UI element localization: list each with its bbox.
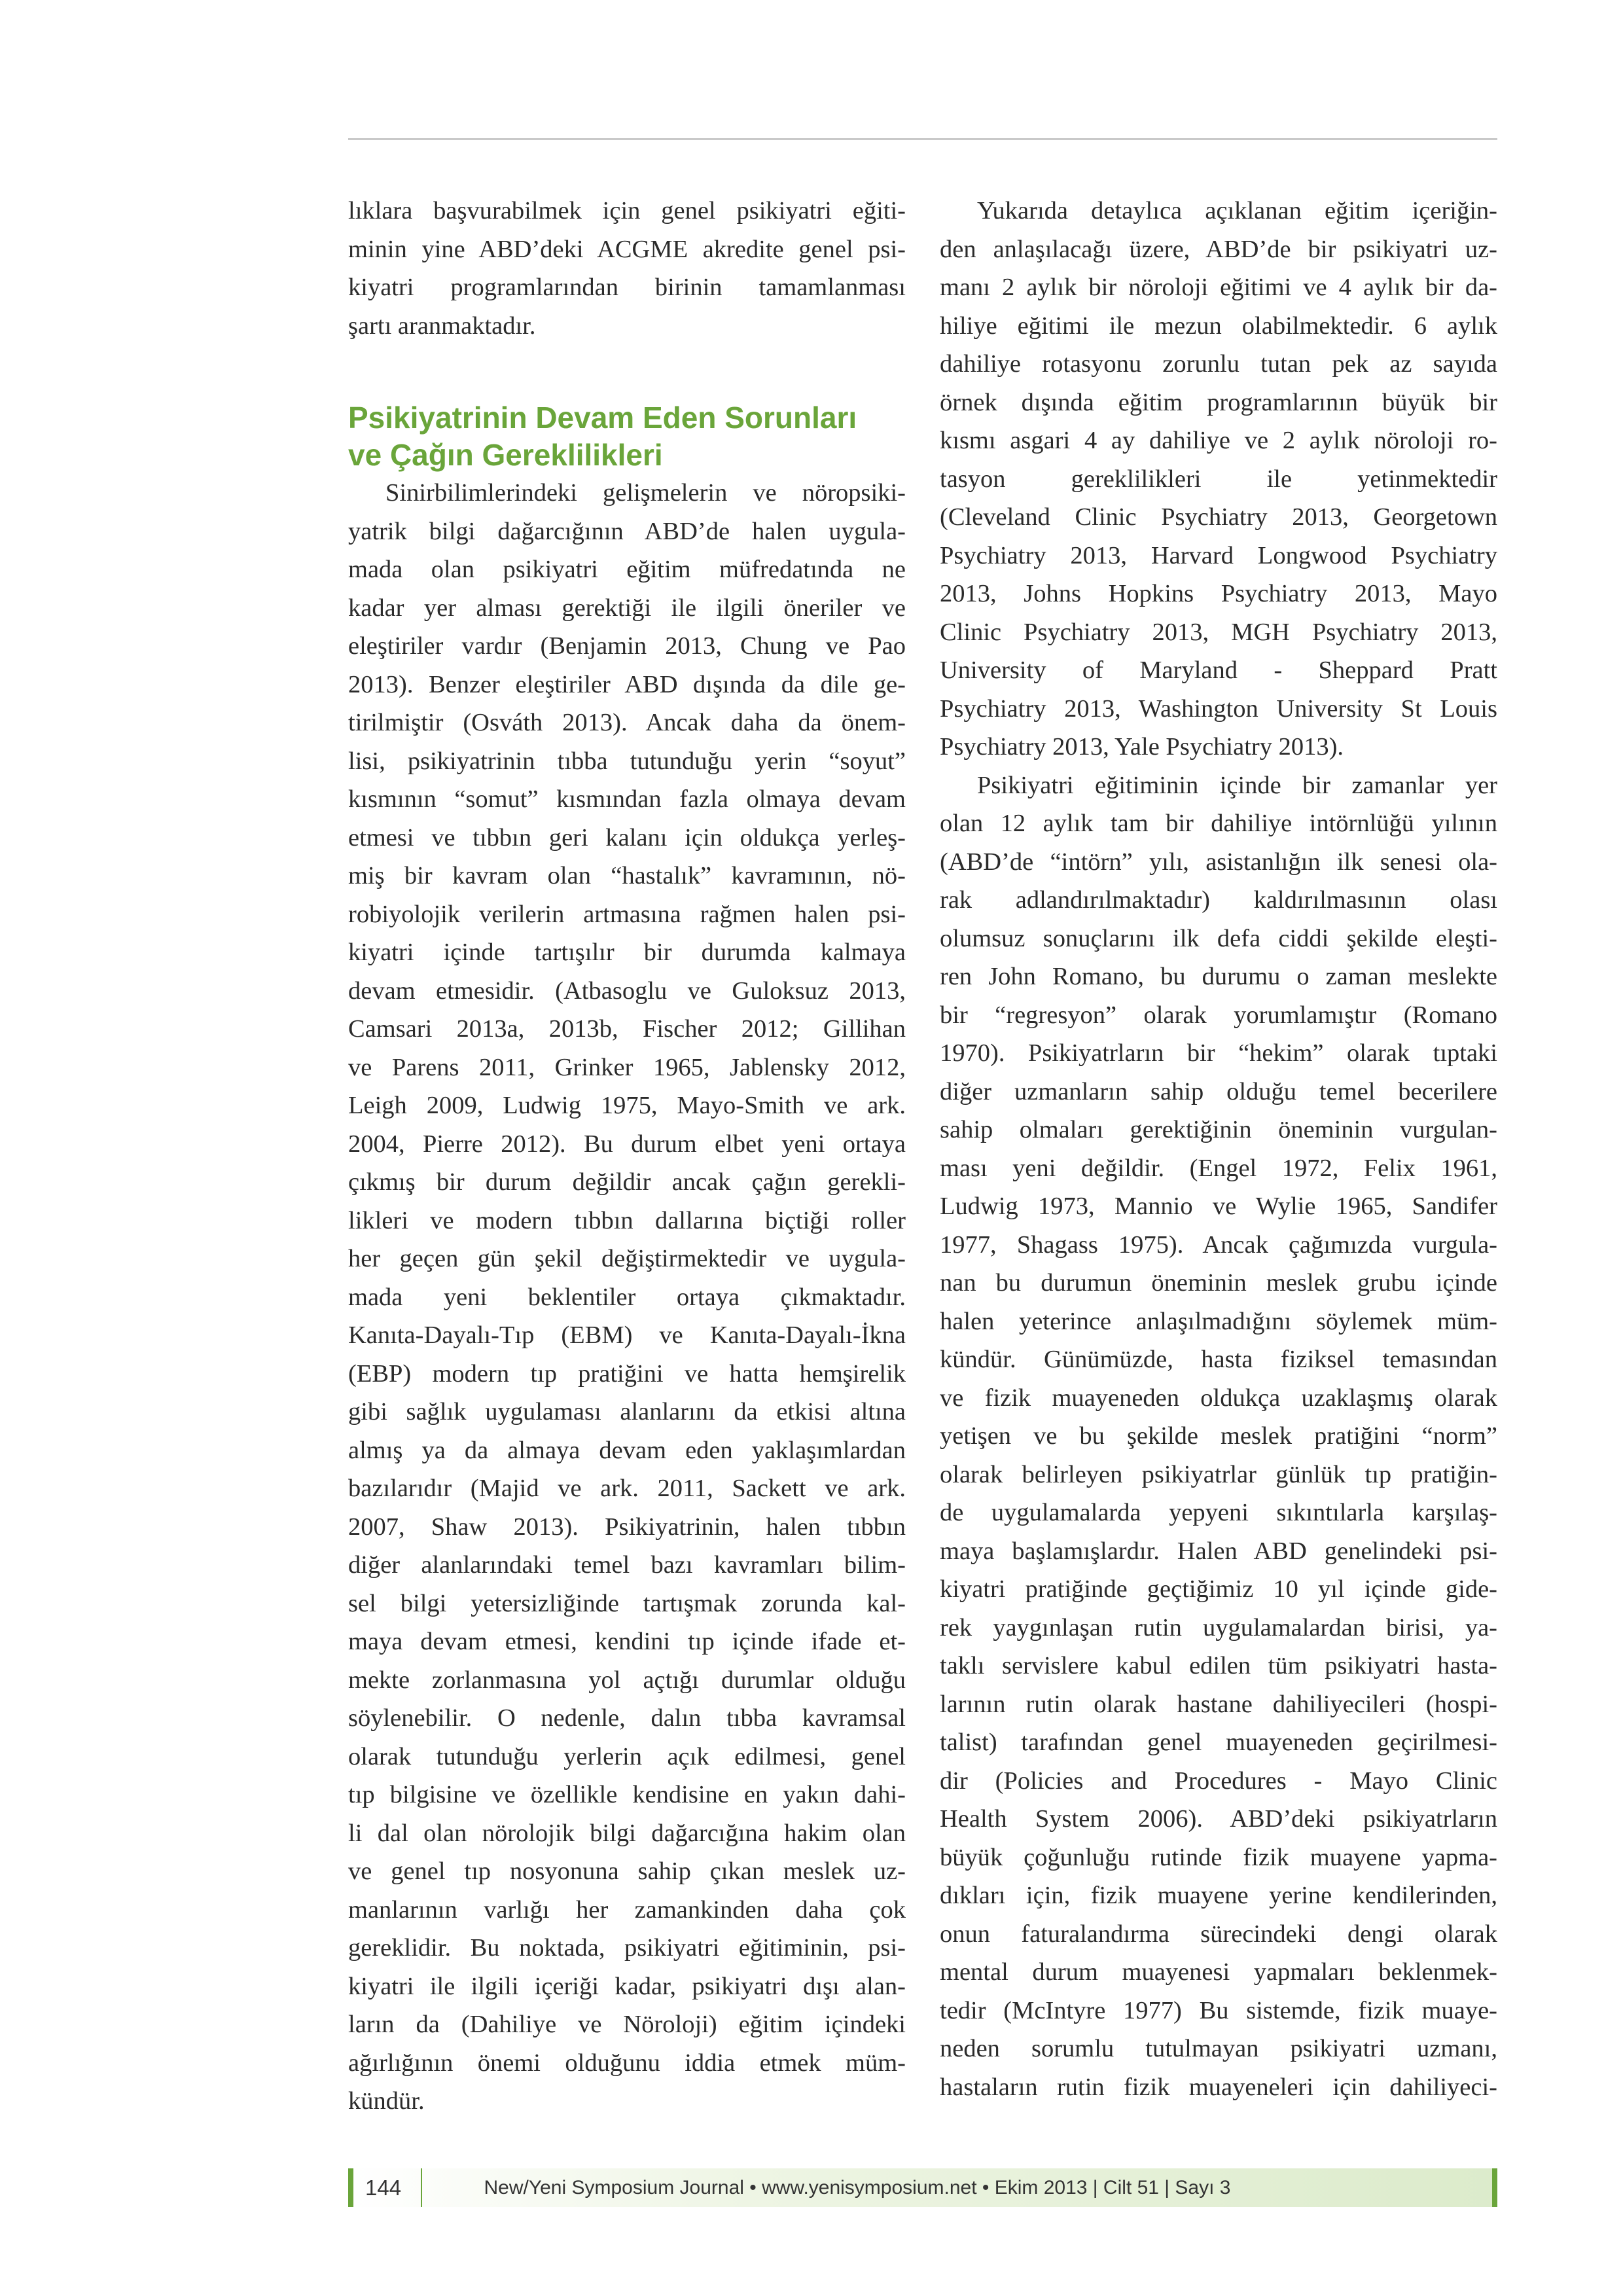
text-line: 1970). Psikiyatrların bir “hekim” olarak tıptaki bbox=[940, 1039, 1497, 1067]
text-line: kiyatri ile ilgili içeriği kadar, psikiyatri dışı alan- bbox=[348, 1972, 906, 2000]
text-line: diğer alanlarındaki temel bazı kavramları bilim- bbox=[348, 1551, 906, 1579]
text-line: 2007, Shaw 2013). Psikiyatrinin, halen tıbbın bbox=[348, 1513, 906, 1541]
text-line: manı 2 aylık bir nöroloji eğitimi ve 4 aylık bir da- bbox=[940, 274, 1497, 301]
text-line: Yukarıda detaylıca açıklanan eğitim içeriğin- bbox=[977, 197, 1497, 224]
text-line: her geçen gün şekil değiştirmektedir ve uygula- bbox=[348, 1245, 906, 1272]
text-line: rak adlandırılmaktadır) kaldırılmasının olası bbox=[940, 886, 1497, 914]
text-line: Clinic Psychiatry 2013, MGH Psychiatry 2013, bbox=[940, 618, 1497, 646]
text-line: de uygulamalarda yepyeni sıkıntılarla karşılaş- bbox=[940, 1499, 1497, 1526]
text-line: ve Parens 2011, Grinker 1965, Jablensky 2012, bbox=[348, 1053, 906, 1081]
text-line: miş bir kavram olan “hastalık” kavramının, nö- bbox=[348, 862, 906, 889]
text-line: bazılarıdır (Majid ve ark. 2011, Sackett ve ark. bbox=[348, 1475, 906, 1502]
text-line: Psychiatry 2013, Harvard Longwood Psychiatry bbox=[940, 541, 1497, 569]
text-line: almış ya da almaya devam eden yaklaşımlardan bbox=[348, 1436, 906, 1464]
text-line: rek yaygınlaşan rutin uygulamalardan birisi, ya- bbox=[940, 1613, 1497, 1641]
text-line: yetişen ve bu şekilde meslek pratiğini “norm” bbox=[940, 1422, 1497, 1450]
text-line: eleştiriler vardır (Benjamin 2013, Chung ve Pao bbox=[348, 632, 906, 660]
text-line: Ludwig 1973, Mannio ve Wylie 1965, Sandifer bbox=[940, 1193, 1497, 1220]
text-line: gibi sağlık uygulaması alanlarını da etkisi altına bbox=[348, 1398, 906, 1426]
text-line: robiyolojik verilerin artmasına rağmen halen psi- bbox=[348, 900, 906, 928]
text-line: tıp bilgisine ve özellikle kendisine en yakın dahi- bbox=[348, 1781, 906, 1808]
text-line: tedir (McIntyre 1977) Bu sistemde, fizik muaye- bbox=[940, 1996, 1497, 2024]
text-line: maya devam etmesi, kendini tıp içinde ifade et- bbox=[348, 1628, 906, 1655]
text-line: hastaların rutin fizik muayeneleri için dahiliyeci- bbox=[940, 2073, 1497, 2101]
text-line: Leigh 2009, Ludwig 1975, Mayo-Smith ve ark. bbox=[348, 1092, 906, 1119]
text-line: Psikiyatri eğitiminin içinde bir zamanlar yer bbox=[977, 771, 1497, 799]
text-line: 2013). Benzer eleştiriler ABD dışında da dile ge- bbox=[348, 670, 906, 698]
body-paragraph bbox=[940, 766, 1497, 2107]
text-line: dahiliye rotasyonu zorunlu tutan pek az sayıda bbox=[940, 350, 1497, 378]
left-column bbox=[348, 192, 906, 2121]
text-line: olan 12 aylık tam bir dahiliye intörnlüğü yılının bbox=[940, 810, 1497, 837]
text-line: neden sorumlu tutulmayan psikiyatri uzmanı, bbox=[940, 2035, 1497, 2062]
text-line: sahip olmaları gerektiğinin öneminin vurgulan- bbox=[940, 1116, 1497, 1143]
text-line: gereklidir. Bu noktada, psikiyatri eğitiminin, psi- bbox=[348, 1934, 906, 1962]
text-line: örnek dışında eğitim programlarının büyük bir bbox=[940, 388, 1497, 416]
section-heading-line: ve Çağın Gereklilikleri bbox=[348, 438, 663, 472]
text-line: Kanıta-Dayalı-Tıp (EBM) ve Kanıta-Dayalı-İkna bbox=[348, 1321, 906, 1349]
text-line: kısmının “somut” kısmından fazla olmaya devam bbox=[348, 785, 906, 813]
text-line: devam etmesidir. (Atbasoglu ve Guloksuz 2013, bbox=[348, 977, 906, 1005]
section-heading-line: Psikiyatrinin Devam Eden Sorunları bbox=[348, 401, 857, 435]
text-line: kadar yer alması gerektiği ile ilgili öneriler ve bbox=[348, 594, 906, 622]
text-line: ve genel tıp nosyonuna sahip çıkan meslek uz- bbox=[348, 1857, 906, 1885]
text-line: sel bilgi yetersizliğinde tartışmak zorunda kal- bbox=[348, 1589, 906, 1617]
text-line: bir “regresyon” olarak yorumlamıştır (Romano bbox=[940, 1001, 1497, 1029]
text-line: mada olan psikiyatri eğitim müfredatında ne bbox=[348, 556, 906, 583]
body-paragraph bbox=[348, 474, 906, 2121]
right-column bbox=[940, 192, 1497, 2106]
text-line: tirilmiştir (Osváth 2013). Ancak daha da önem- bbox=[348, 709, 906, 736]
text-line: Camsari 2013a, 2013b, Fischer 2012; Gillihan bbox=[348, 1015, 906, 1043]
text-line: 2013, Johns Hopkins Psychiatry 2013, Mayo bbox=[940, 580, 1497, 607]
text-line: kiyatri içinde tartışılır bir durumda kalmaya bbox=[348, 939, 906, 966]
text-line: lisi, psikiyatrinin tıbba tutunduğu yerin “soyut” bbox=[348, 747, 906, 775]
text-line: kündür. Günümüzde, hasta fiziksel temasından bbox=[940, 1346, 1497, 1373]
text-line: etmesi ve tıbbın geri kalanı için oldukça yerleş- bbox=[348, 823, 906, 852]
footer-accent-bar bbox=[348, 2168, 353, 2207]
text-line: ve fizik muayeneden oldukça uzaklaşmış olarak bbox=[940, 1384, 1497, 1412]
footer-divider bbox=[421, 2168, 422, 2207]
text-line: şartı aranmaktadır. bbox=[348, 312, 536, 340]
page-footer bbox=[348, 2168, 1497, 2207]
text-line: larının rutin olarak hastane dahiliyecileri (hospi- bbox=[940, 1690, 1497, 1718]
text-line: Psychiatry 2013, Yale Psychiatry 2013). bbox=[940, 733, 1344, 761]
text-line: minin yine ABD’deki ACGME akredite genel psi- bbox=[348, 235, 906, 263]
text-line: University of Maryland - Sheppard Pratt bbox=[940, 656, 1497, 684]
text-line: kısmı asgari 4 ay dahiliye ve 2 aylık nöroloji ro- bbox=[940, 427, 1497, 454]
text-line: (Cleveland Clinic Psychiatry 2013, Georgetown bbox=[940, 503, 1497, 531]
text-line: yatrik bilgi dağarcığının ABD’de halen uygula- bbox=[348, 517, 906, 545]
text-line: ren John Romano, bu durumu o zaman meslekte bbox=[940, 963, 1497, 990]
text-line: hiliye eğitimi ile mezun olabilmektedir. 6 aylık bbox=[940, 312, 1497, 340]
text-line: olumsuz sonuçlarını ilk defa ciddi şekilde eleşti- bbox=[940, 924, 1497, 952]
text-line: likleri ve modern tıbbın dallarına biçtiği roller bbox=[348, 1206, 906, 1234]
page-number: 144 bbox=[365, 2176, 402, 2200]
text-line: nan bu durumun öneminin meslek grubu içinde bbox=[940, 1269, 1497, 1297]
body-paragraph bbox=[940, 192, 1497, 766]
text-line: halen yeterince anlaşılmadığını söylemek müm- bbox=[940, 1307, 1497, 1335]
text-line: tasyon gereklilikleri ile yetinmektedir bbox=[940, 465, 1497, 493]
top-rule bbox=[348, 138, 1497, 140]
text-line: kiyatri pratiğinde geçtiğimiz 10 yıl içinde gide- bbox=[940, 1575, 1497, 1603]
text-line: dıkları için, fizik muayene yerine kendilerinden, bbox=[940, 1882, 1497, 1909]
text-line: manlarının varlığı her zamankinden daha çok bbox=[348, 1895, 906, 1924]
text-line: Health System 2006). ABD’deki psikiyatrların bbox=[940, 1805, 1497, 1833]
text-line: ların da (Dahiliye ve Nöroloji) eğitim içindeki bbox=[348, 2011, 906, 2038]
text-line: kiyatri programlarından birinin tamamlanması bbox=[348, 274, 906, 301]
footer-accent-bar bbox=[1492, 2168, 1497, 2207]
text-line: olarak belirleyen psikiyatrlar günlük tıp pratiğin- bbox=[940, 1460, 1497, 1488]
text-line: 1977, Shagass 1975). Ancak çağımızda vurgula- bbox=[940, 1230, 1497, 1259]
text-line: (ABD’de “intörn” yılı, asistanlığın ilk senesi ola- bbox=[940, 848, 1497, 876]
text-line: mada yeni beklentiler ortaya çıkmaktadır. bbox=[348, 1283, 906, 1311]
intro-paragraph bbox=[348, 192, 906, 345]
text-line: Psychiatry 2013, Washington University St Louis bbox=[940, 694, 1497, 723]
text-line: ağırlığının önemi olduğunu iddia etmek müm- bbox=[348, 2049, 906, 2077]
text-line: çıkmış bir durum değildir ancak çağın gerekli- bbox=[348, 1168, 906, 1196]
text-line: maya başlamışlardır. Halen ABD genelindeki psi- bbox=[940, 1537, 1497, 1565]
text-line: mental durum muayenesi yapmaları beklenmek- bbox=[940, 1958, 1497, 1986]
text-line: mekte zorlanmasına yol açtığı durumlar olduğu bbox=[348, 1666, 906, 1694]
text-line: talist) tarafından genel muayeneden geçirilmesi- bbox=[940, 1729, 1497, 1756]
text-line: Sinirbilimlerindeki gelişmelerin ve nöropsiki- bbox=[385, 479, 906, 507]
text-line: 2004, Pierre 2012). Bu durum elbet yeni ortaya bbox=[348, 1130, 906, 1158]
text-line: onun faturalandırma sürecindeki dengi olarak bbox=[940, 1920, 1497, 1948]
text-line: lıklara başvurabilmek için genel psikiyatri eğiti- bbox=[348, 197, 906, 224]
section-heading bbox=[348, 399, 906, 474]
text-line: büyük çoğunluğu rutinde fizik muayene yapma- bbox=[940, 1843, 1497, 1871]
text-line: ması yeni değildir. (Engel 1972, Felix 1961, bbox=[940, 1154, 1497, 1182]
journal-citation: New/Yeni Symposium Journal • www.yenisymposium.net • Ekim 2013 | Cilt 51 | Sayı 3 bbox=[484, 2177, 1231, 2198]
text-line: diğer uzmanların sahip olduğu temel becerilere bbox=[940, 1077, 1497, 1105]
text-line: li dal olan nörolojik bilgi dağarcığına hakim olan bbox=[348, 1819, 906, 1847]
text-line: den anlaşılacağı üzere, ABD’de bir psikiyatri uz- bbox=[940, 235, 1497, 263]
text-line: dir (Policies and Procedures - Mayo Clinic bbox=[940, 1767, 1497, 1795]
text-line: (EBP) modern tıp pratiğini ve hatta hemşirelik bbox=[348, 1359, 906, 1388]
text-line: söylenebilir. O nedenle, dalın tıbba kavramsal bbox=[348, 1704, 906, 1732]
text-line: olarak tutunduğu yerlerin açık edilmesi, genel bbox=[348, 1742, 906, 1770]
text-line: kündür. bbox=[348, 2087, 425, 2115]
text-line: taklı servislere kabul edilen tüm psikiyatri hasta- bbox=[940, 1652, 1497, 1679]
